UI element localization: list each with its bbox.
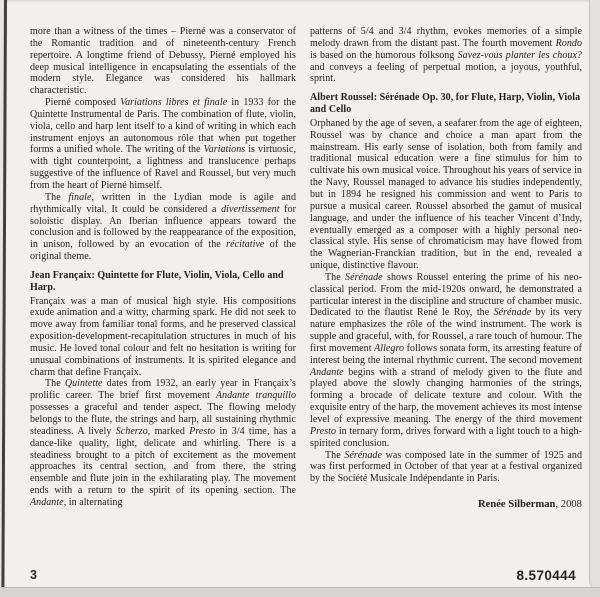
- text-run: patterns of 5/4 and 3/4 rhythm, evokes memories of a simple melody drawn from the distant past. The fourth movement: [310, 26, 582, 49]
- text-run: Renée Silberman: [477, 499, 556, 511]
- text-run: is virtuosic, with tight counterpoint, a lightness and translucence perhaps suggestive of the influence of Ravel and Roussel, but very much from the heart of Pierné himself.: [30, 144, 296, 191]
- text-run: Sérénade: [344, 449, 382, 461]
- paragraph: [30, 192, 296, 263]
- text-run: , in alternating: [63, 496, 123, 508]
- text-run: in 1933 for the Quintette Instrumental de Paris. The combination of flute, violin, viola, cello and harp lent itself to a kind of writing in which each instrument enjoys an autonomous rôle that when put together forms a unified whole. The writing of the: [30, 97, 296, 156]
- paragraph: [30, 296, 296, 379]
- text-run: The: [325, 271, 346, 283]
- text-run: possesses a graceful and tender aspect. The flowing melody belongs to the flute, the strings and harp, all sustaining rhythmic steadiness. A lively: [30, 402, 296, 437]
- text-run: more than a witness of the times – Pierné was a conservator of the Romantic tradition and of nineteenth-century French repertoire. A longtime friend of Debussy, Pierné employed his deep musical intelligence in encapsulating the essentials of the modern style. Elegance was considered his hallmark characteristic.: [30, 26, 296, 97]
- text-run: , marked: [147, 425, 190, 437]
- text-run: Sérénade: [345, 271, 383, 283]
- text-run: Allegro: [374, 342, 405, 354]
- text-run: Orphaned by the age of seven, a seafarer from the age of eighteen, Roussel was by chance and choice a man apart from the mainstream. His early sense of isolation, both from family and traditional musical education were a fine stimulus for him to cultivate his own musical voice. Throughout his years of service in the Navy, Roussel managed to advance his studies independently, but in 1894 he resigned his commission and went to Paris to pursue a musical career. Roussel absorbed the gamut of musical language, and under the influence of his teacher Vincent d’Indy, eventually emerged as a composer with a highly personal neo-classical style. His sense of chromaticism may have flowed from the Wagnerian-Franckian tradition, but in the end, revealed a unique, distinctive flavour.: [310, 117, 582, 272]
- paragraph: [310, 118, 582, 272]
- right-text-column: [310, 26, 582, 511]
- text-run: Pierné composed: [45, 97, 121, 109]
- text-run: Scherzo: [115, 425, 148, 437]
- paragraph: [30, 378, 296, 508]
- text-run: Quintette: [64, 378, 103, 390]
- text-run: divertissement: [221, 203, 280, 215]
- paragraph: [310, 450, 582, 486]
- text-run: and conveys a feeling of perpetual motion, a joyous, youthful, sprint.: [310, 61, 582, 85]
- text-run: The: [45, 191, 69, 203]
- text-run: récitative: [226, 239, 265, 251]
- text-run: Presto: [189, 425, 216, 437]
- text-run: by its very nature emphasizes the rôle of the wind instrument. The work is supple and graceful, with, for Roussel, a rare touch of humour. The first movement: [310, 307, 582, 354]
- text-run: Françaix was a man of musical high style. His compositions exude animation and a witty, charming spark. He did not seek to move away from familiar tonal forms, and he preserved classical exposition-development-recapitulation structures in much of his music. He loved tonal colour and felt no hesitation is writing for unusual combinations of instruments. It is spirited elegance and charm that define Françaix.: [30, 295, 296, 378]
- text-run: of the original theme.: [30, 239, 296, 263]
- text-run: was composed late in the summer of 1925 and was first performed in October of that year at a festival organized by the Société Musicale Indépendante in Paris.: [310, 449, 582, 485]
- page-number: 3: [30, 568, 37, 582]
- text-run: The: [45, 378, 65, 390]
- text-run: The: [325, 449, 345, 461]
- heading: [30, 270, 296, 294]
- heading: [310, 92, 582, 116]
- paragraph: [30, 97, 296, 192]
- text-run: begins with a strand of melody given to the flute and played above the slowly changing harmonies of the strings, forming a brocade of delicate texture and colour. With the exquisite entry of the harp, the movement achieves its most intense level of expressive meaning. The energy of the third movement: [310, 366, 582, 425]
- text-run: Variations: [203, 144, 246, 156]
- left-text-column: [30, 26, 296, 509]
- text-run: follows sonata form, its arresting feature of interest being the internal rhythmic current. The second movement: [310, 342, 582, 366]
- text-run: in 3/4 time, has a dance-like quality, light, delicate and whirling. There is a steadiness brought to a pitch of excitement as the movement approaches its central section, and from there, the string ensemble and flute join in the exhilarating play. The movement ends with a return to the spirit of its opening section. The: [30, 425, 297, 497]
- text-run: shows Roussel entering the prime of his neo-classical period. From the mid-1920s onward, he demonstrated a particular interest in the discipline and structure of chamber music. Dedicated to the flautist René le Roy, the: [310, 271, 583, 319]
- paragraph: [310, 26, 582, 85]
- text-run: Andante tranquillo: [215, 390, 296, 402]
- text-run: is based on the humorous folksong: [310, 49, 458, 61]
- page-bottom-edge: [0, 587, 600, 597]
- text-run: dates from 1932, an early year in Françaix’s prolific career. The brief first movement: [30, 378, 296, 402]
- text-run: for soloistic display. An Iberian influence appears toward the conclusion and is followed by the reappearance of the exposition, in unison, followed by an evocation of the: [30, 203, 296, 251]
- text-run: Savez-vous planter les choux?: [457, 49, 582, 61]
- byline: [310, 499, 582, 511]
- text-run: Rondo: [555, 37, 582, 49]
- paragraph: [30, 26, 296, 97]
- paragraph: [310, 272, 582, 450]
- text-run: , 2008: [555, 499, 582, 511]
- text-run: Andante: [30, 496, 64, 508]
- text-run: Jean Françaix: Quintette for Flute, Violin, Viola, Cello and Harp.: [30, 269, 284, 293]
- text-run: written in the Lydian mode is agile and rhythmically vital. It could be considered a: [30, 191, 296, 215]
- text-run: Presto: [310, 425, 337, 437]
- text-run: Sérénade: [493, 307, 532, 319]
- catalog-number: 8.570444: [516, 568, 576, 583]
- text-run: Andante: [310, 366, 344, 378]
- text-run: Albert Roussel: Sérénade Op. 30, for Flute, Harp, Violin, Viola and Cello: [310, 92, 581, 116]
- page-right-edge: [589, 0, 600, 589]
- page-top-edge: [0, 0, 600, 3]
- text-run: in ternary form, drives forward with a light touch to a high-spirited conclusion.: [310, 425, 582, 449]
- text-run: finale,: [68, 191, 95, 203]
- text-run: Variations libres et finale: [120, 97, 228, 109]
